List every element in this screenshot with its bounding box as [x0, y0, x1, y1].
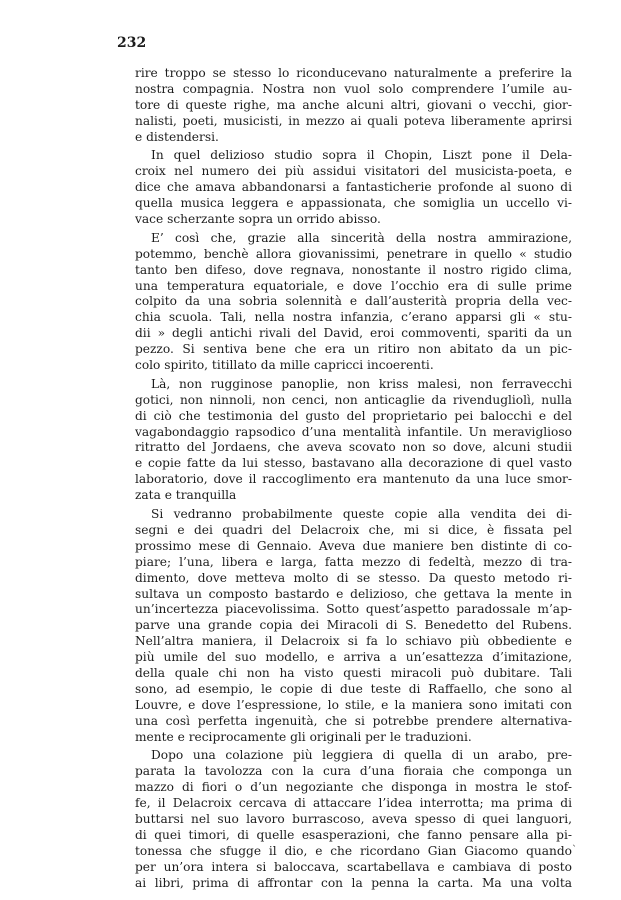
- paragraph: [135, 66, 572, 145]
- text-line: di ciò che testimonia del gusto del proprietario pei balocchi e del: [135, 408, 572, 423]
- paragraph: [135, 748, 572, 891]
- text-line: croix nel numero dei più assidui visitatori del musicista-poeta, e: [135, 164, 572, 179]
- paragraph: [135, 507, 572, 745]
- text-line: sultava un composto bastardo e delizioso, che gettava la mente in: [135, 586, 572, 601]
- text-line: In quel delizioso studio sopra il Chopin, Liszt pone il Dela-: [151, 148, 572, 163]
- text-line: mente e reciprocamente gli originali per le traduzioni.: [135, 729, 472, 744]
- text-line: e distendersi.: [135, 129, 219, 144]
- text-line: pezzo. Si sentiva bene che era un ritiro non abitato da un pic-: [135, 342, 572, 357]
- stray-print-mark: ˎ: [572, 836, 577, 847]
- text-line: piare; l’una, libera e larga, fatta mezzo di fedeltà, mezzo di tra-: [135, 554, 572, 569]
- text-line: Louvre, e dove l’espressione, lo stile, e la maniera sono imitati con: [135, 697, 572, 712]
- paragraph: [135, 231, 572, 374]
- text-line: dimento, dove metteva molto di se stesso. Da questo metodo ri-: [135, 570, 572, 585]
- text-line: Là, non rugginose panoplie, non kriss malesi, non ferravecchi: [151, 376, 572, 391]
- text-line: vagabondaggio rapsodico d’una mentalità infantile. Un meraviglioso: [135, 424, 572, 439]
- text-line: laboratorio, dove il raccoglimento era mantenuto da una luce smor-: [135, 472, 572, 487]
- text-line: potemmo, benchè allora giovanissimi, penetrare in quello « studio: [135, 246, 572, 261]
- body-text: [135, 66, 572, 891]
- paragraph: [135, 377, 572, 504]
- text-line: E’ così che, grazie alla sincerità della nostra ammirazione,: [151, 230, 572, 245]
- text-line: zata e tranquilla: [135, 488, 237, 503]
- text-line: quella musica leggera e appassionata, che somiglia un uccello vi-: [135, 196, 572, 211]
- text-line: ritratto del Jordaens, che aveva scovato non so dove, alcuni studii: [135, 440, 572, 455]
- page-number: 232: [117, 35, 147, 51]
- text-line: ai libri, prima di affrontar con la penna la carta. Ma una volta: [135, 875, 572, 890]
- text-line: parata la tavolozza con la cura d’una fioraia che componga un: [135, 764, 572, 779]
- text-line: prossimo mese di Gennaio. Aveva due maniere ben distinte di co-: [135, 538, 572, 553]
- text-line: Nell’altra maniera, il Delacroix si fa lo schiavo più obbediente e: [135, 634, 572, 649]
- text-line: mazzo di fiori o d’un negoziante che disponga in mostra le stof-: [135, 780, 572, 795]
- text-line: una così perfetta ingenuità, che si potrebbe prendere alternativa-: [135, 713, 572, 728]
- text-line: tonessa che sfugge il dio, e che ricordano Gian Giacomo quando: [135, 843, 572, 858]
- text-line: e copie fatte da lui stesso, bastavano alla decorazione di quel vasto: [135, 456, 572, 471]
- text-line: dice che amava abbandonarsi a fantasticherie profonde al suono di: [135, 180, 572, 195]
- text-line: della quale chi non ha visto questi miracoli può dubitare. Tali: [135, 665, 572, 680]
- text-line: vace scherzante sopra un orrido abisso.: [135, 212, 381, 227]
- text-line: Dopo una colazione più leggiera di quella di un arabo, pre-: [151, 748, 572, 763]
- text-line: rire troppo se stesso lo riconducevano naturalmente a preferire la: [135, 66, 572, 80]
- text-line: nostra compagnia. Nostra non vuol solo comprendere l’umile au-: [135, 81, 572, 96]
- text-line: una temperatura equatoriale, e dove l’occhio era di sulle prime: [135, 278, 572, 293]
- text-line: segni e dei quadri del Delacroix che, mi si dice, è fissata pel: [135, 522, 572, 537]
- text-line: per un’ora intera si baloccava, scartabellava e cambiava di posto: [135, 859, 572, 874]
- text-line: fe, il Delacroix cercava di attaccare l’idea interrotta; ma prima di: [135, 796, 572, 811]
- text-line: chia scuola. Tali, nella nostra infanzia, c’erano apparsi gli « stu-: [135, 310, 572, 325]
- text-line: dii » degli antichi rivali del David, eroi commoventi, spariti da un: [135, 326, 572, 341]
- text-line: gotici, non ninnoli, non cenci, non anticaglie da rivendugliolì, nulla: [135, 392, 572, 407]
- text-line: un’incertezza piacevolissima. Sotto quest’aspetto paradossale m’ap-: [135, 602, 572, 617]
- text-line: colo spirito, titillato da mille capricci incoerenti.: [135, 358, 434, 373]
- text-line: colpito da una sobria solennità e dall’austerità propria della vec-: [135, 294, 572, 309]
- text-line: tore di queste righe, ma anche alcuni altri, giovani o vecchi, gior-: [135, 97, 572, 112]
- text-line: parve una grande copia dei Miracoli di S. Benedetto del Rubens.: [135, 618, 572, 633]
- text-line: nalisti, poeti, musicisti, in mezzo ai quali poteva liberamente aprirsi: [135, 113, 572, 128]
- text-line: più umile del suo modello, e arriva a un’esattezza d’imitazione,: [135, 650, 572, 665]
- text-line: Si vedranno probabilmente queste copie alla vendita dei di-: [151, 507, 572, 522]
- text-line: tanto ben difeso, dove regnava, nonostante il nostro rigido clima,: [135, 262, 572, 277]
- text-line: buttarsi nel suo lavoro burrascoso, aveva spesso di quei languori,: [135, 811, 572, 826]
- text-line: sono, ad esempio, le copie di due teste di Raffaello, che sono al: [135, 681, 572, 696]
- text-line: di quei timori, di quelle esasperazioni, che fanno pensare alla pi-: [135, 827, 572, 842]
- paragraph: [135, 148, 572, 227]
